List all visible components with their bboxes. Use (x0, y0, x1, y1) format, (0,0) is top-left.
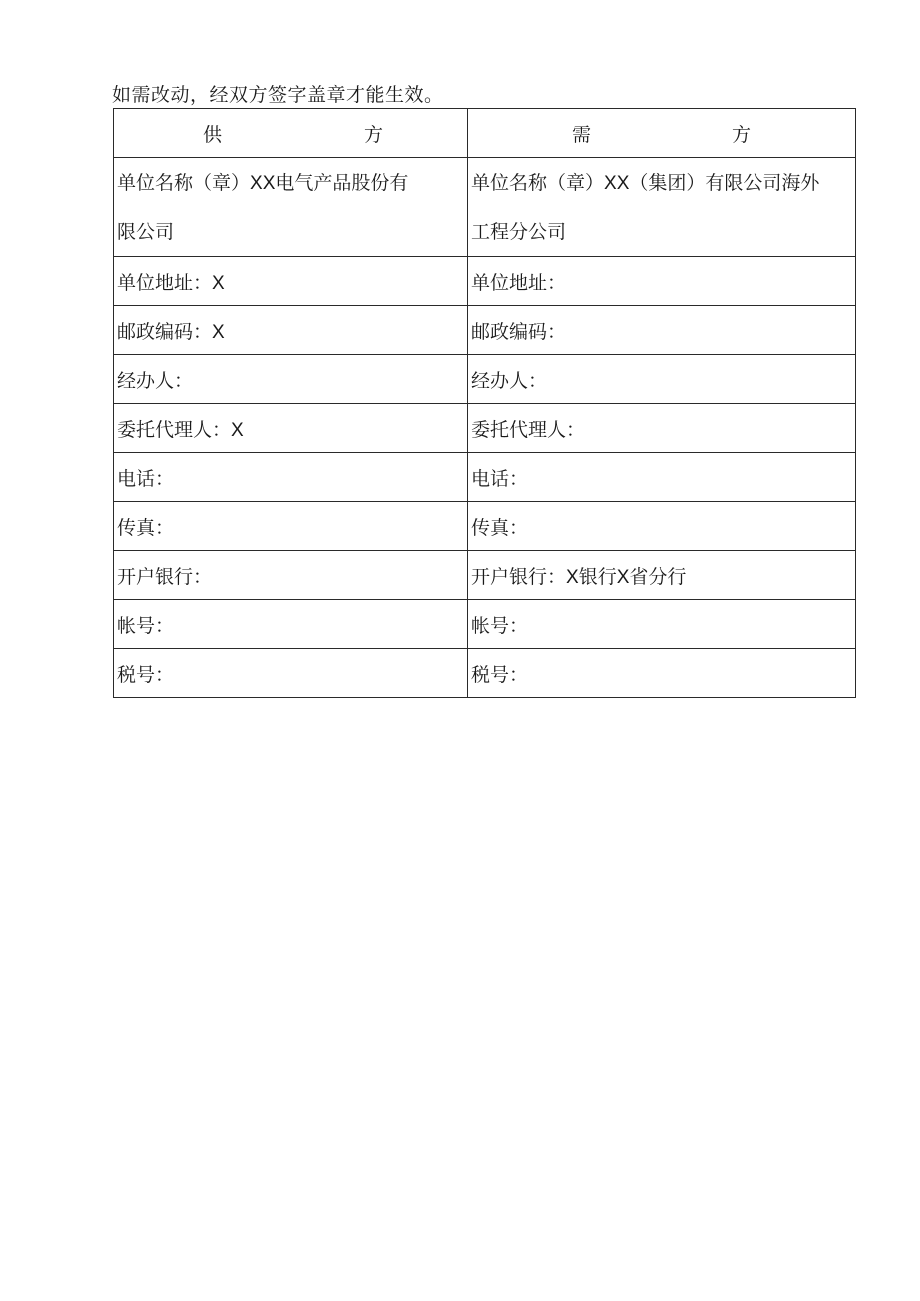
buyer-unit-name-label: 单位名称（章） (471, 172, 605, 194)
buyer-tax-cell (468, 649, 856, 698)
table-row-handler (114, 355, 856, 404)
table-row-phone (114, 453, 856, 502)
buyer-tax-label: 税号： (471, 663, 529, 686)
supplier-address-label: 单位地址： (117, 271, 213, 294)
supplier-tax-cell (114, 649, 468, 698)
supplier-phone-cell (114, 453, 468, 502)
table-row-account (114, 600, 856, 649)
supplier-handler-label: 经办人： (117, 369, 194, 392)
supplier-handler-cell (114, 355, 468, 404)
buyer-unit-name-cell (468, 158, 856, 257)
buyer-phone-label: 电话： (471, 467, 529, 490)
table-row-bank (114, 551, 856, 600)
buyer-handler-cell (468, 355, 856, 404)
buyer-bank-label: 开户银行： (471, 565, 567, 588)
supplier-fax-label: 传真： (117, 516, 175, 539)
buyer-phone-cell (468, 453, 856, 502)
supplier-postcode-value: X (212, 321, 225, 343)
supplier-unit-name-value-line2: 限公司 (117, 221, 175, 243)
buyer-fax-cell (468, 502, 856, 551)
buyer-handler-label: 经办人： (471, 369, 548, 392)
buyer-postcode-cell (468, 306, 856, 355)
supplier-bank-label: 开户银行： (117, 565, 213, 588)
buyer-agent-cell (468, 404, 856, 453)
table-row-address (114, 257, 856, 306)
supplier-fax-cell (114, 502, 468, 551)
supplier-address-value: X (212, 272, 225, 294)
buyer-postcode-label: 邮政编码： (471, 320, 567, 343)
supplier-unit-name-value-line1: XX电气产品股份有 (250, 173, 409, 194)
buyer-header-char1: 需 (572, 123, 592, 146)
buyer-bank-cell (468, 551, 856, 600)
buyer-bank-value: X银行X省分行 (566, 566, 687, 588)
supplier-agent-label: 委托代理人： (117, 418, 232, 441)
buyer-address-cell (468, 257, 856, 306)
table-header-row (114, 109, 856, 158)
buyer-unit-name-value-line1: XX（集团）有限公司海外 (604, 173, 820, 194)
table-row-unit-name (114, 158, 856, 257)
supplier-unit-name-cell (114, 158, 468, 257)
buyer-fax-label: 传真： (471, 516, 529, 539)
supplier-account-label: 帐号： (117, 614, 175, 637)
buyer-account-cell (468, 600, 856, 649)
table-row-tax (114, 649, 856, 698)
supplier-account-cell (114, 600, 468, 649)
table-row-fax (114, 502, 856, 551)
supplier-agent-value: X (231, 419, 244, 441)
buyer-header-cell (468, 109, 856, 158)
supplier-address-cell (114, 257, 468, 306)
table-row-postcode (114, 306, 856, 355)
buyer-address-label: 单位地址： (471, 271, 567, 294)
supplier-unit-name-label: 单位名称（章） (117, 172, 251, 194)
buyer-header-char2: 方 (731, 123, 751, 146)
supplier-agent-cell (114, 404, 468, 453)
buyer-account-label: 帐号： (471, 614, 529, 637)
party-info-table (113, 108, 856, 698)
table-row-agent (114, 404, 856, 453)
supplier-postcode-cell (114, 306, 468, 355)
intro-text: 如需改动，经双方签字盖章才能生效。 (112, 84, 444, 106)
supplier-header-char1: 供 (203, 123, 223, 146)
buyer-agent-label: 委托代理人： (471, 418, 586, 441)
supplier-header-char2: 方 (363, 123, 383, 146)
buyer-unit-name-value-line2: 工程分公司 (471, 221, 567, 243)
supplier-phone-label: 电话： (117, 467, 175, 490)
supplier-bank-cell (114, 551, 468, 600)
supplier-header-cell (114, 109, 468, 158)
supplier-tax-label: 税号： (117, 663, 175, 686)
supplier-postcode-label: 邮政编码： (117, 320, 213, 343)
